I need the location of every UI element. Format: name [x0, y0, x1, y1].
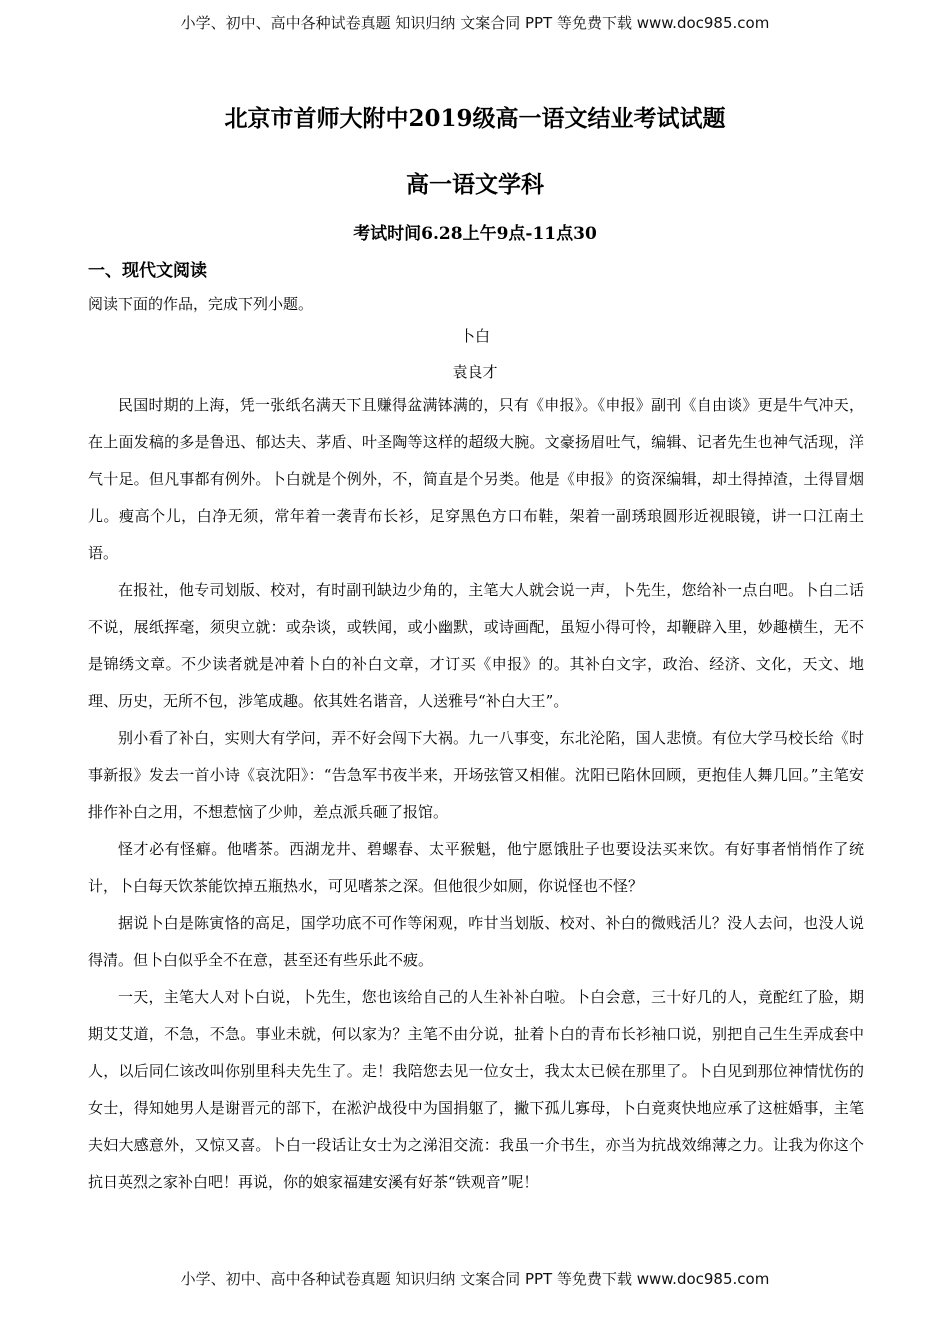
header-banner: 小学、初中、高中各种试卷真题 知识归纳 文案合同 PPT 等免费下载 www.doc985.com [180, 14, 770, 32]
article-paragraph: 怪才必有怪癖。他嗜茶。西湖龙井、碧螺春、太平猴魁，他宁愿饿肚子也要设法买来饮。有好事者悄悄作了统计，卜白每天饮茶能饮掉五瓶热水，可见嗜茶之深。但他很少如厕，你说怪也不怪？ [88, 840, 864, 895]
footer-banner: 小学、初中、高中各种试卷真题 知识归纳 文案合同 PPT 等免费下载 www.doc985.com [180, 1270, 770, 1288]
article-body [88, 387, 864, 1201]
article-paragraph: 别小看了补白，实则大有学问，弄不好会闯下大祸。九一八事变，东北沦陷，国人悲愤。有位大学马校长给《时事新报》发去一首小诗《哀沈阳》：“告急军书夜半来，开场弦管又相催。沈阳已陷休回顾，更抱佳人舞几回。”主笔安排作补白之用，不想惹恼了少帅，差点派兵砸了报馆。 [88, 729, 864, 821]
section-heading: 一、现代文阅读 [88, 261, 207, 281]
article-paragraph: 民国时期的上海，凭一张纸名满天下且赚得盆满钵满的，只有《申报》。《申报》副刊《自由谈》更是牛气冲天，在上面发稿的多是鲁迅、郁达夫、茅盾、叶圣陶等这样的超级大腕。文豪扬眉吐气，编辑、记者先生也神气活现，洋气十足。但凡事都有例外。卜白就是个例外，不，简直是个另类。他是《申报》的资深编辑，却土得掉渣，土得冒烟儿。瘦高个儿，白净无须，常年着一袭青布长衫，足穿黑色方口布鞋，架着一副琇琅圆形近视眼镜，讲一口江南土语。 [88, 396, 864, 562]
article-paragraph: 据说卜白是陈寅恪的高足，国学功底不可作等闲观，咋甘当划版、校对、补白的微贱活儿？没人去问，也没人说得清。但卜白似乎全不在意，甚至还有些乐此不疲。 [88, 914, 864, 969]
article-paragraph: 一天，主笔大人对卜白说，卜先生，您也该给自己的人生补补白啦。卜白会意，三十好几的人，竟酡红了脸，期期艾艾道，不急，不急。事业未就，何以家为？主笔不由分说，扯着卜白的青布长衫袖口说，别把自己生生弄成套中人，以后同仁该改叫你别里科夫先生了。走！我陪您去见一位女士，我太太已候在那里了。卜白见到那位神情忧伤的女士，得知她男人是谢晋元的部下，在淞沪战役中为国捐躯了，撇下孤儿寡母，卜白竟爽快地应承了这桩婚事，主笔夫妇大感意外，又惊又喜。卜白一段话让女士为之涕泪交流：我虽一介书生，亦当为抗战效绵薄之力。让我为你这个抗日英烈之家补白吧！再说，你的娘家福建安溪有好茶“铁观音”呢！ [88, 988, 864, 1191]
reading-instruction: 阅读下面的作品，完成下列小题。 [88, 295, 314, 313]
exam-time: 考试时间6.28上午9点-11点30 [353, 224, 597, 244]
subject-title: 高一语文学科 [406, 171, 544, 198]
article-paragraph: 在报社，他专司划版、校对，有时副刊缺边少角的，主笔大人就会说一声，卜先生，您给补一点白吧。卜白二话不说，展纸挥毫，须臾立就：或杂谈，或轶闻，或小幽默，或诗画配，虽短小得可怜，却鞭辟入里，妙趣横生，无不是锦绣文章。不少读者就是冲着卜白的补白文章，才订买《申报》的。其补白文字，政治、经济、文化，天文、地理、历史，无所不包，涉笔成趣。依其姓名谐音，人送雅号“补白大王”。 [88, 581, 864, 710]
article-author: 袁良才 [452, 363, 498, 381]
article-title: 卜白 [459, 327, 490, 345]
exam-title: 北京市首师大附中2019级高一语文结业考试试题 [224, 105, 726, 132]
